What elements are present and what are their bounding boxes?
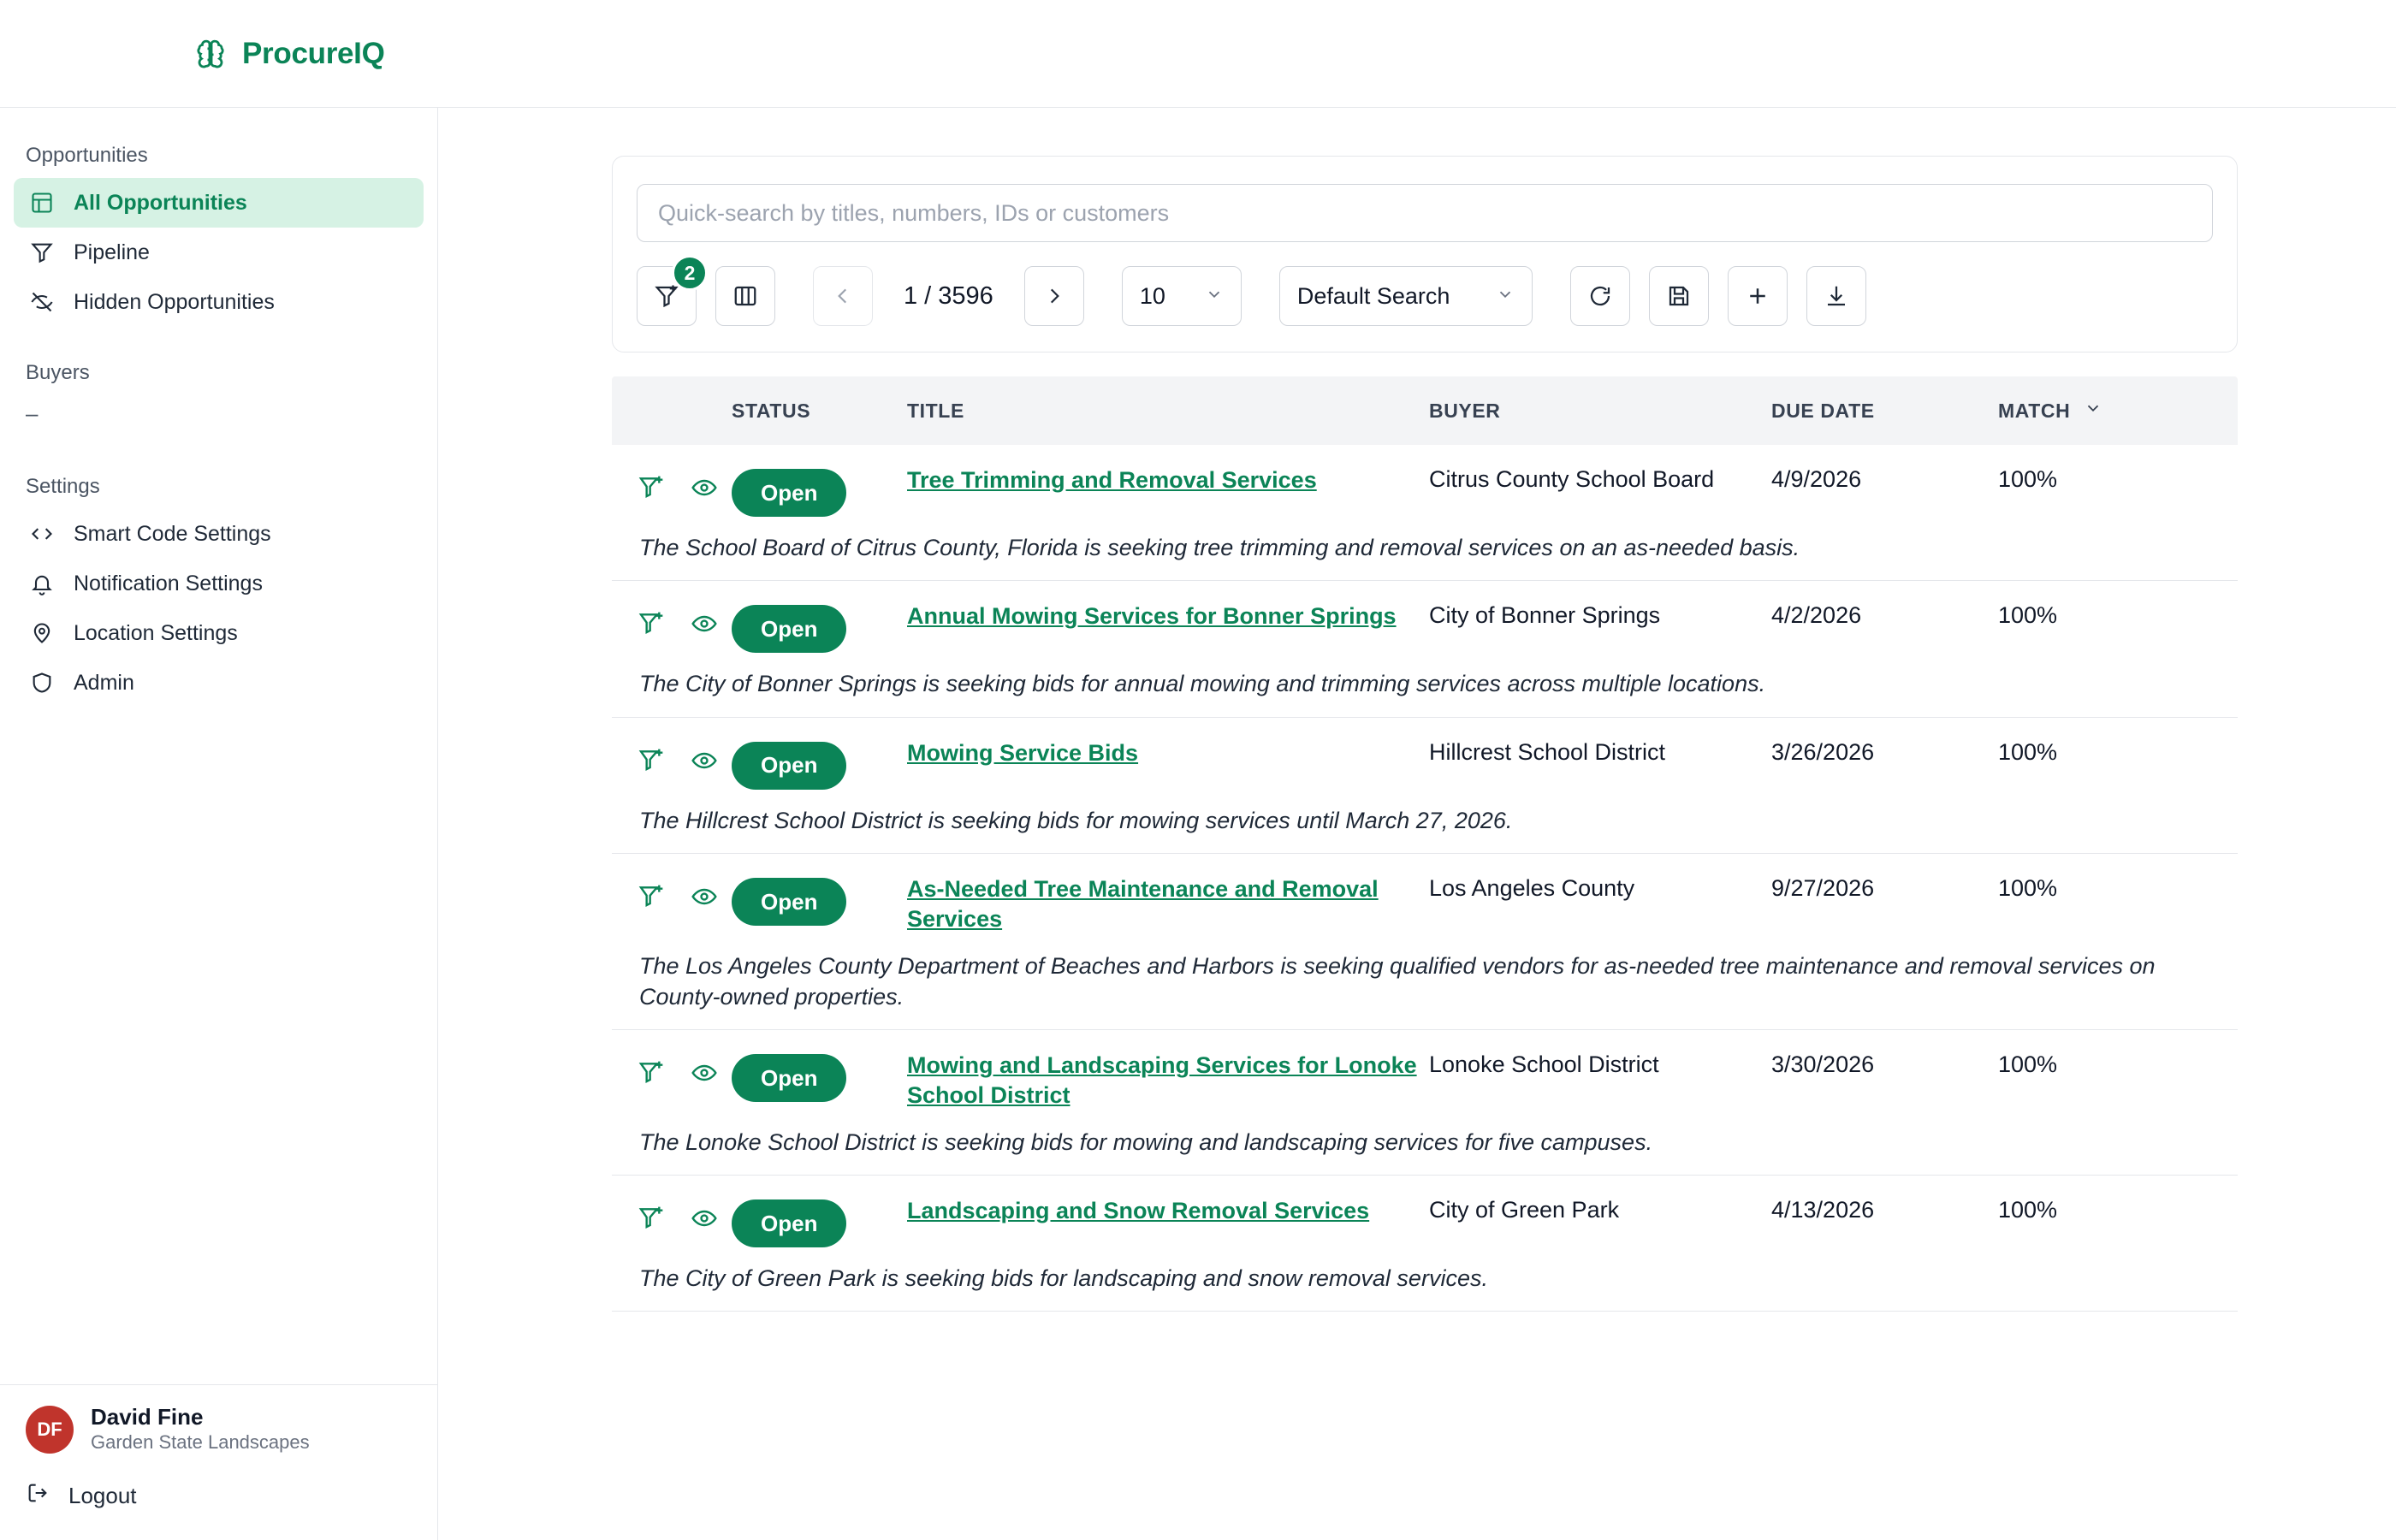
search-toolbar-card [612,156,2238,352]
sidebar-item-label: Smart Code Settings [74,521,271,546]
status-badge-cell [732,601,907,653]
filter-button[interactable] [637,261,697,326]
row-actions [612,738,732,776]
page-size-value: 10 [1139,282,1165,309]
column-status[interactable]: STATUS [732,399,811,422]
table-header-row [612,376,2238,445]
saved-search-select[interactable] [1279,266,1533,326]
opportunity-title-link[interactable]: Landscaping and Snow Removal Services [907,1198,1370,1223]
opportunity-title-link[interactable]: Annual Mowing Services for Bonner Springs [907,603,1397,630]
sidebar-section-buyers-label: Buyers [26,361,90,384]
row-actions [612,874,732,912]
buyer-cell: Hillcrest School District [1429,738,1666,765]
save-button[interactable] [1649,266,1709,326]
buyer-cell: City of Green Park [1429,1197,1620,1223]
sidebar-section-opportunities-label: Opportunities [26,144,148,167]
hide-opportunity-icon[interactable] [691,1205,720,1234]
status-badge-cell [732,465,907,517]
row-description: The Lonoke School District is seeking bids for mowing and landscaping services for five campuses. [639,1128,1653,1155]
due-date-cell: 3/30/2026 [1771,1051,1875,1078]
match-cell: 100% [1998,1051,2058,1078]
sidebar-item-all-opportunities[interactable] [14,178,424,228]
match-cell: 100% [1998,602,2058,629]
due-date-cell: 4/13/2026 [1771,1197,1875,1223]
table-row[interactable] [612,1030,2238,1176]
sidebar-item-label: Notification Settings [74,571,263,595]
saved-search-value: Default Search [1296,282,1450,309]
row-actions [612,465,732,503]
due-date-cell: 3/26/2026 [1771,738,1875,765]
logout-icon [26,1481,50,1511]
sidebar-buyers-empty: – [26,400,39,426]
prev-page-button[interactable] [813,266,873,326]
sidebar-item-label: All Opportunities [74,190,247,215]
row-actions [612,1051,732,1088]
logout-button[interactable] [0,1464,437,1540]
opportunity-title-link[interactable]: Mowing Service Bids [907,739,1139,766]
match-cell: 100% [1998,875,2058,902]
sidebar-spacer-2 [0,441,437,463]
user-profile[interactable] [0,1384,437,1464]
column-match-label: MATCH [1998,399,2071,422]
status-badge: Open [732,1199,846,1247]
status-badge-cell [732,738,907,790]
status-badge: Open [732,742,846,790]
row-description: The City of Green Park is seeking bids for landscaping and snow removal services. [639,1265,1488,1291]
add-button[interactable] [1728,266,1788,326]
sidebar-item-label: Location Settings [74,620,238,645]
match-cell: 100% [1998,466,2058,492]
add-to-pipeline-icon[interactable] [638,474,667,503]
sidebar-item-smart-code-settings[interactable] [14,509,424,559]
user-org: Garden State Landscapes [91,1431,310,1454]
title-cell [907,738,1429,768]
sidebar-item-label: Hidden Opportunities [74,289,275,314]
hide-opportunity-icon[interactable] [691,747,720,776]
download-button[interactable] [1806,266,1866,326]
row-actions [612,1196,732,1234]
user-name: David Fine [91,1404,204,1430]
chevron-down-icon [2084,399,2102,423]
hide-opportunity-icon[interactable] [691,883,720,912]
table-row[interactable] [612,445,2238,581]
logout-label: Logout [68,1483,137,1508]
top-header [0,0,2396,108]
chevron-down-icon [1205,283,1224,310]
sidebar-item-location-settings[interactable] [14,608,424,658]
status-badge: Open [732,605,846,653]
filter-count-badge: 2 [672,255,708,291]
sidebar-nav [0,108,437,1384]
columns-button[interactable] [715,266,775,326]
title-cell [907,465,1429,495]
title-cell [907,601,1429,631]
due-date-cell: 4/9/2026 [1771,466,1862,492]
opportunities-table [612,376,2238,1312]
table-row[interactable] [612,581,2238,717]
status-badge: Open [732,1054,846,1102]
row-description: The Los Angeles County Department of Beaches and Harbors is seeking qualified vendors for as-needed tree maintenance and removal services on County-owned properties. [639,952,2156,1010]
match-cell: 100% [1998,1197,2058,1223]
due-date-cell: 4/2/2026 [1771,602,1862,629]
add-to-pipeline-icon[interactable] [638,1205,667,1234]
eye-off-icon [29,289,55,315]
sidebar-spacer [0,327,437,349]
table-row[interactable] [612,718,2238,854]
sidebar-item-hidden-opportunities[interactable] [14,277,424,327]
buyer-cell: Los Angeles County [1429,875,1635,902]
refresh-button[interactable] [1570,266,1630,326]
next-page-button[interactable] [1024,266,1084,326]
status-badge: Open [732,878,846,926]
column-title[interactable]: TITLE [907,399,964,422]
sidebar-section-settings-label: Settings [26,475,100,498]
hide-opportunity-icon[interactable] [691,474,720,503]
status-badge: Open [732,469,846,517]
row-description: The Hillcrest School District is seeking bids for mowing services until March 27, 2026. [639,807,1513,833]
column-buyer[interactable]: BUYER [1429,399,1501,422]
add-to-pipeline-icon[interactable] [638,1059,667,1088]
page-size-select[interactable] [1122,266,1242,326]
hide-opportunity-icon[interactable] [691,610,720,639]
chevron-down-icon [1496,283,1515,310]
opportunity-title-link[interactable]: Mowing and Landscaping Services for Lonoke School District [907,1052,1417,1109]
column-match[interactable] [1998,399,2186,423]
row-actions [612,601,732,639]
status-badge-cell [732,874,907,926]
row-description: The School Board of Citrus County, Florida is seeking tree trimming and removal services on an as-needed basis. [639,535,1800,560]
app-body [0,108,2396,1540]
match-cell: 100% [1998,738,2058,765]
sidebar-item-pipeline[interactable] [14,228,424,277]
buyer-cell: Citrus County School Board [1429,466,1715,492]
opportunity-title-link[interactable]: As-Needed Tree Maintenance and Removal Services [907,876,1379,933]
add-to-pipeline-icon[interactable] [638,883,667,912]
title-cell [907,1051,1429,1111]
brand-name: ProcureIQ [242,36,385,70]
brain-icon [193,36,228,72]
avatar: DF [26,1406,74,1454]
buyer-cell: Lonoke School District [1429,1051,1659,1078]
opportunity-title-link[interactable]: Tree Trimming and Removal Services [907,467,1317,493]
due-date-cell: 9/27/2026 [1771,875,1875,902]
sidebar-item-label: Admin [74,670,134,695]
hide-opportunity-icon[interactable] [691,1059,720,1088]
sidebar [0,108,438,1540]
pin-icon [29,620,55,646]
brand-logo[interactable] [193,36,385,72]
bell-icon [29,571,55,596]
grid-icon [29,190,55,216]
add-to-pipeline-icon[interactable] [638,610,667,639]
code-icon [29,521,55,547]
sidebar-item-notification-settings[interactable] [14,559,424,608]
toolbar [637,261,2213,326]
buyer-cell: City of Bonner Springs [1429,602,1661,629]
title-cell [907,1196,1429,1226]
table-row[interactable] [612,854,2238,1030]
row-description: The City of Bonner Springs is seeking bids for annual mowing and trimming services across multiple locations. [639,671,1766,697]
title-cell [907,874,1429,934]
status-badge-cell [732,1196,907,1247]
page-indicator: 1 / 3596 [904,281,993,310]
add-to-pipeline-icon[interactable] [638,747,667,776]
shield-icon [29,670,55,696]
sidebar-item-label: Pipeline [74,240,150,264]
search-input[interactable] [637,184,2213,242]
sidebar-item-admin[interactable] [14,658,424,708]
table-row[interactable] [612,1176,2238,1312]
main-content [438,108,2396,1540]
column-due-date[interactable]: DUE DATE [1771,399,1875,422]
status-badge-cell [732,1051,907,1102]
funnel-icon [29,240,55,265]
